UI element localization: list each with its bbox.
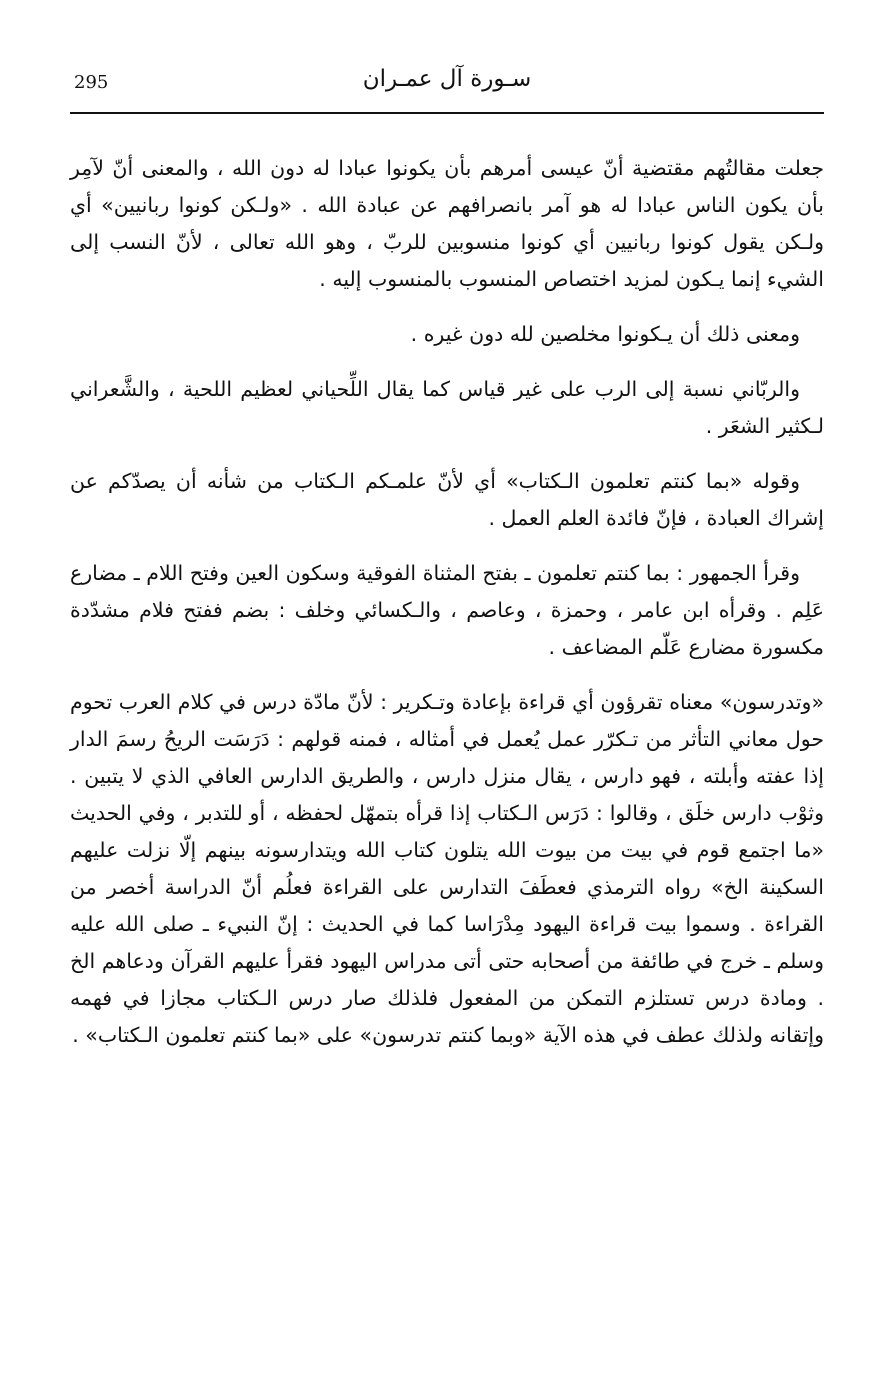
- body-text: [70, 150, 824, 1072]
- paragraph: وقرأ الجمهور : بما كنتم تعلمون ـ بفتح المثناة الفوقية وسكون العين وفتح اللام ـ مضارع عَلِم . وقرأه ابن عامر ، وحمزة ، وعاصم ، والـكسائي وخلف : بضم ففتح فلام مشدّدة مكسورة مضارع عَلّم المضاعف .: [70, 561, 824, 659]
- paragraph: «وتدرسون» معناه تقرؤون أي قراءة بإعادة وتـكرير : لأنّ مادّة درس في كلام العرب تحوم حول معاني التأثر من تـكرّر عمل يُعمل في أمثاله ، فمنه قولهم : دَرَسَت الريحُ رسمَ الدار إذا عفته وأبلته ، فهو دارس ، يقال منزل دارس ، والطريق الدارس العافي الذي لا يتبين . وثوْب دارس خلَق ، وقالوا : دَرَس الـكتاب إذا قرأه بتمهّل لحفظه ، أو للتدبر ، وفي الحديث «ما اجتمع قوم في بيت من بيوت الله يتلون كتاب الله ويتدارسونه بينهم إلّا نزلت عليهم السكينة الخ» رواه الترمذي فعطَفَ التدارس على القراءة فعلُم أنّ الدراسة أخصر من القراءة . وسموا بيت قراءة اليهود مِدْرَاسا كما في الحديث : إنّ النبيء ـ صلى الله عليه وسلم ـ خرج في طائفة من أصحابه حتى أتى مدراس اليهود فقرأ عليهم القرآن ودعاهم الخ . ومادة درس تستلزم التمكن من المفعول فلذلك صار درس الـكتاب مجازا في فهمه وإتقانه ولذلك عطف في هذه الآية «وبما كنتم تدرسون» على «بما كنتم تعلمون الـكتاب» .: [70, 690, 824, 1047]
- paragraph: والربّاني نسبة إلى الرب على غير قياس كما يقال اللِّحياني لعظيم اللحية ، والشَّعراني لـكثير الشعَر .: [70, 377, 824, 438]
- running-title: سـورة آل عمـران: [362, 66, 532, 92]
- paragraph: وقوله «بما كنتم تعلمون الـكتاب» أي لأنّ علمـكم الـكتاب من شأنه أن يصدّكم عن إشراك العبادة ، فإنّ فائدة العلم العمل .: [70, 469, 824, 530]
- header-rule: [70, 112, 824, 114]
- page-number: 295: [74, 72, 109, 93]
- page-header: [70, 66, 824, 106]
- paragraph: جعلت مقالتُهم مقتضية أنّ عيسى أمرهم بأن يكونوا عبادا له دون الله ، والمعنى أنّ لآمِر بأن يكون الناس عبادا له هو آمر بانصرافهم عن عبادة الله . «ولـكن كونوا ربانيين» أي ولـكن يقول كونوا ربانيين أي كونوا منسوبين للربّ ، وهو الله تعالى ، لأنّ النسب إلى الشيء إنما يـكون لمزيد اختصاص المنسوب بالمنسوب إليه .: [70, 156, 824, 291]
- paragraph: ومعنى ذلك أن يـكونوا مخلصين لله دون غيره .: [410, 322, 800, 346]
